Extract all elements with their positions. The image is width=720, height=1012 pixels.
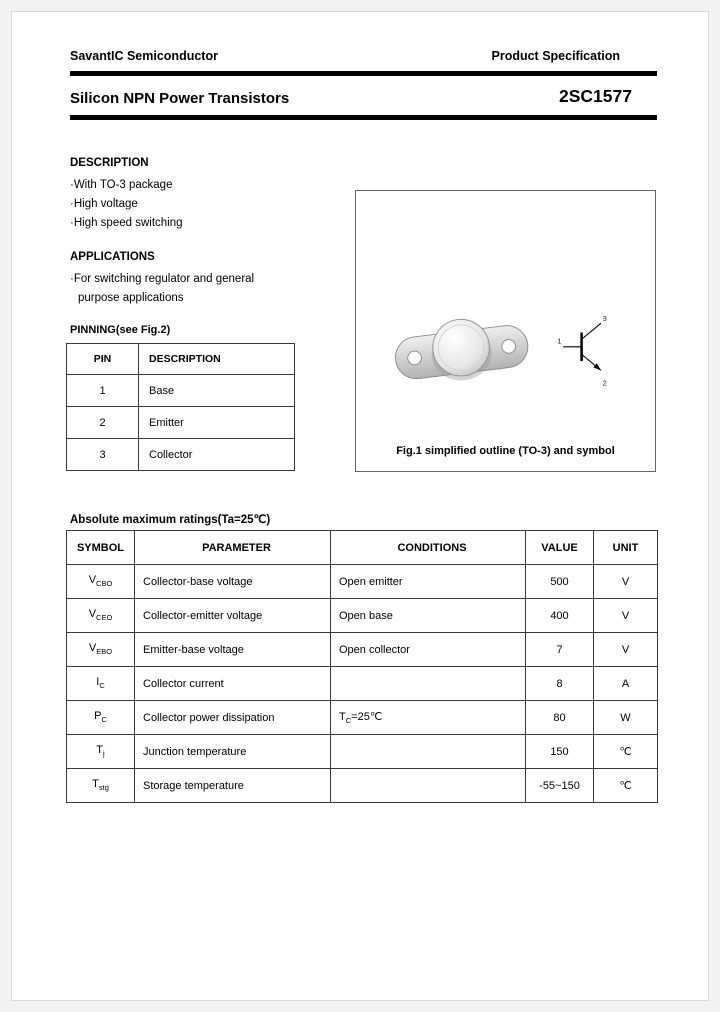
table-row <box>67 701 658 735</box>
value-column-header: VALUE <box>526 531 594 565</box>
unit-cell: A <box>594 667 658 701</box>
description-column-header: DESCRIPTION <box>139 344 295 375</box>
table-row <box>67 633 658 667</box>
pin-desc-cell: Collector <box>139 439 295 471</box>
table-row <box>67 407 295 439</box>
applications-heading: APPLICATIONS <box>70 251 155 263</box>
applications-line: purpose applications <box>78 292 184 304</box>
conditions-cell: Open collector <box>331 633 526 667</box>
table-row <box>67 439 295 471</box>
description-item: ·With TO-3 package <box>70 179 173 191</box>
figure-caption: Fig.1 simplified outline (TO-3) and symbol <box>396 445 615 457</box>
pinning-heading: PINNING(see Fig.2) <box>70 324 171 336</box>
product-family-title: Silicon NPN Power Transistors <box>70 90 290 107</box>
ratings-header-row <box>67 531 658 565</box>
table-row <box>67 769 658 803</box>
pinning-header-row <box>67 344 295 375</box>
conditions-cell: $T_C=25℃$ <box>331 701 526 735</box>
applications-line: ·For switching regulator and general <box>70 273 255 285</box>
symbol-cell: $T_j$ <box>67 735 135 769</box>
value-cell: 80 <box>526 701 594 735</box>
vendor-name: SavantIC Semiconductor <box>70 49 218 63</box>
conditions-cell <box>331 735 526 769</box>
description-item: ·High voltage <box>70 198 138 210</box>
parameter-cell: Collector-emitter voltage <box>135 599 331 633</box>
pin-label-base: 1 <box>557 336 562 346</box>
parameter-cell: Collector current <box>135 667 331 701</box>
pinning-table <box>66 343 295 471</box>
pin-number-cell: 1 <box>67 375 139 407</box>
conditions-cell: Open base <box>331 599 526 633</box>
table-row <box>67 735 658 769</box>
to3-package-drawing <box>384 299 539 399</box>
pin-label-collector: 3 <box>602 313 607 323</box>
top-divider-rule <box>70 71 657 76</box>
description-list <box>70 176 183 233</box>
part-number: 2SC1577 <box>559 86 632 106</box>
symbol-cell: $V_{EBO}$ <box>67 633 135 667</box>
parameter-cell: Emitter-base voltage <box>135 633 331 667</box>
parameter-cell: Collector-base voltage <box>135 565 331 599</box>
symbol-cell: $T_{stg}$ <box>67 769 135 803</box>
parameter-cell: Junction temperature <box>135 735 331 769</box>
npn-symbol-drawing <box>548 309 632 393</box>
table-row <box>67 565 658 599</box>
symbol-column-header: SYMBOL <box>67 531 135 565</box>
unit-column-header: UNIT <box>594 531 658 565</box>
pin-number-cell: 3 <box>67 439 139 471</box>
description-heading: DESCRIPTION <box>70 157 149 169</box>
unit-cell: ℃ <box>594 769 658 803</box>
ratings-heading: Absolute maximum ratings(Ta=25℃) <box>70 514 271 526</box>
value-cell: -55~150 <box>526 769 594 803</box>
parameter-cell: Collector power dissipation <box>135 701 331 735</box>
unit-cell: ℃ <box>594 735 658 769</box>
pin-desc-cell: Emitter <box>139 407 295 439</box>
parameter-column-header: PARAMETER <box>135 531 331 565</box>
value-cell: 8 <box>526 667 594 701</box>
value-cell: 500 <box>526 565 594 599</box>
conditions-cell <box>331 769 526 803</box>
conditions-column-header: CONDITIONS <box>331 531 526 565</box>
unit-cell: V <box>594 633 658 667</box>
conditions-cell <box>331 667 526 701</box>
unit-cell: V <box>594 599 658 633</box>
table-row <box>67 599 658 633</box>
symbol-cell: $P_C$ <box>67 701 135 735</box>
value-cell: 400 <box>526 599 594 633</box>
symbol-cell: $I_C$ <box>67 667 135 701</box>
symbol-cell: $V_{CBO}$ <box>67 565 135 599</box>
description-item: ·High speed switching <box>70 217 183 229</box>
pin-label-emitter: 2 <box>602 378 607 388</box>
title-divider-rule <box>70 115 657 120</box>
symbol-cell: $V_{CEO}$ <box>67 599 135 633</box>
table-row <box>67 375 295 407</box>
figure-panel <box>355 190 656 472</box>
unit-cell: V <box>594 565 658 599</box>
pin-column-header: PIN <box>67 344 139 375</box>
pin-desc-cell: Base <box>139 375 295 407</box>
value-cell: 150 <box>526 735 594 769</box>
applications-list <box>70 270 254 308</box>
parameter-cell: Storage temperature <box>135 769 331 803</box>
doc-type-label: Product Specification <box>491 49 620 63</box>
conditions-cell: Open emitter <box>331 565 526 599</box>
pin-number-cell: 2 <box>67 407 139 439</box>
table-row <box>67 667 658 701</box>
unit-cell: W <box>594 701 658 735</box>
ratings-table <box>66 530 658 803</box>
value-cell: 7 <box>526 633 594 667</box>
